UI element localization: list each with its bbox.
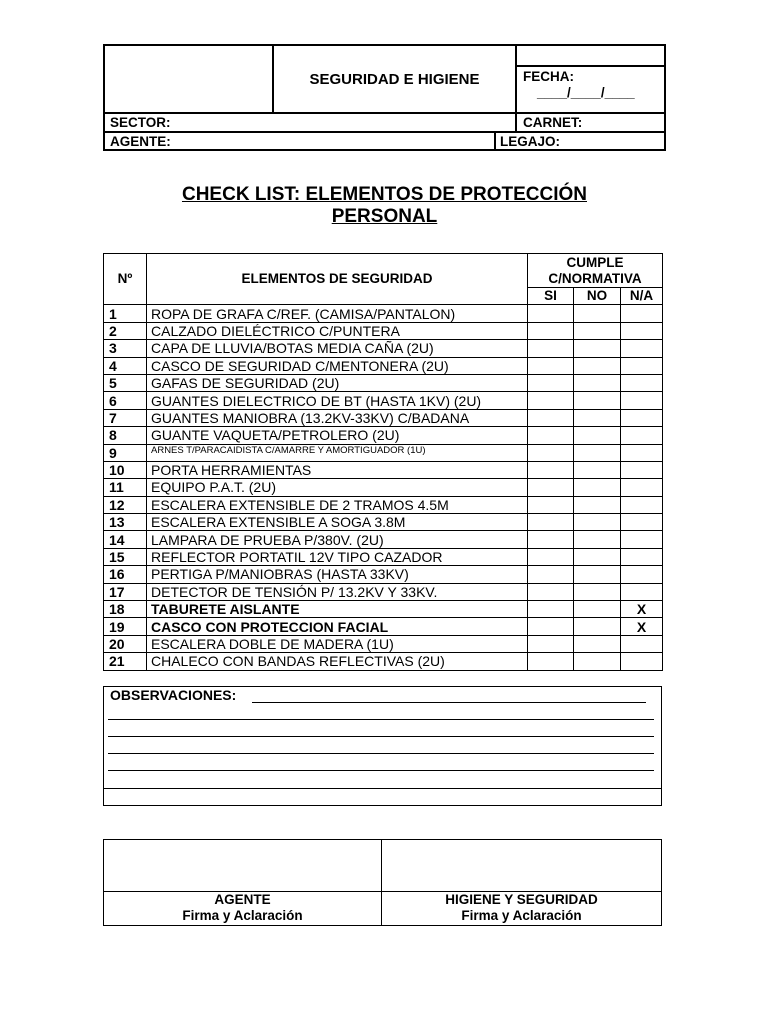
check-cell-no[interactable] <box>574 635 621 652</box>
row-number: 5 <box>104 374 147 391</box>
column-header-items: ELEMENTOS DE SEGURIDAD <box>147 254 528 305</box>
table-row <box>104 427 663 444</box>
row-number: 9 <box>104 444 147 461</box>
check-cell-si[interactable] <box>528 653 574 670</box>
row-number: 8 <box>104 427 147 444</box>
table-row <box>104 653 663 670</box>
check-cell-no[interactable] <box>574 340 621 357</box>
signature-higiene-sub: Firma y Aclaración <box>461 908 582 923</box>
checklist-body <box>104 305 663 670</box>
table-row <box>104 531 663 548</box>
signature-higiene[interactable] <box>382 892 661 924</box>
observations-line <box>108 736 654 737</box>
date-field[interactable] <box>517 67 664 112</box>
row-item: GUANTES MANIOBRA (13.2KV-33KV) C/BADANA <box>147 409 528 426</box>
check-cell-si[interactable] <box>528 601 574 618</box>
check-cell-si[interactable] <box>528 305 574 322</box>
observations-label: OBSERVACIONES: <box>110 687 237 703</box>
row-number: 2 <box>104 322 147 339</box>
form-header <box>103 44 666 151</box>
check-cell-na[interactable] <box>621 427 663 444</box>
table-row <box>104 618 663 635</box>
row-number: 11 <box>104 479 147 496</box>
check-cell-si[interactable] <box>528 392 574 409</box>
observations-line <box>252 702 646 703</box>
table-row <box>104 461 663 478</box>
check-cell-na[interactable] <box>621 461 663 478</box>
column-header-no: NO <box>574 288 621 305</box>
observations-line <box>108 770 654 771</box>
document-title-line1: CHECK LIST: ELEMENTOS DE PROTECCIÓN <box>181 184 587 205</box>
row-item: GAFAS DE SEGURIDAD (2U) <box>147 374 528 391</box>
check-cell-na[interactable]: X <box>621 601 663 618</box>
signature-higiene-title: HIGIENE Y SEGURIDAD <box>445 892 598 907</box>
agente-label: AGENTE: <box>110 134 171 149</box>
table-row <box>104 392 663 409</box>
carnet-label: CARNET: <box>523 115 583 130</box>
row-item: ESCALERA DOBLE DE MADERA (1U) <box>147 635 528 652</box>
row-number: 3 <box>104 340 147 357</box>
check-cell-na[interactable] <box>621 531 663 548</box>
check-cell-si[interactable] <box>528 409 574 426</box>
check-cell-na[interactable] <box>621 635 663 652</box>
check-cell-na[interactable] <box>621 496 663 513</box>
row-item: PERTIGA P/MANIOBRAS (HASTA 33KV) <box>147 566 528 583</box>
table-row <box>104 548 663 565</box>
row-number: 21 <box>104 653 147 670</box>
table-row <box>104 444 663 461</box>
row-number: 20 <box>104 635 147 652</box>
check-cell-no[interactable] <box>574 392 621 409</box>
check-cell-na[interactable]: X <box>621 618 663 635</box>
row-item: PORTA HERRAMIENTAS <box>147 461 528 478</box>
check-cell-no[interactable] <box>574 427 621 444</box>
check-cell-si[interactable] <box>528 635 574 652</box>
check-cell-no[interactable] <box>574 479 621 496</box>
check-cell-na[interactable] <box>621 305 663 322</box>
check-cell-na[interactable] <box>621 653 663 670</box>
check-cell-no[interactable] <box>574 514 621 531</box>
check-cell-si[interactable] <box>528 374 574 391</box>
signature-agente[interactable] <box>104 892 381 924</box>
row-item: GUANTES DIELECTRICO DE BT (HASTA 1KV) (2U) <box>147 392 528 409</box>
observations-line <box>108 719 654 720</box>
header-title: SEGURIDAD E HIGIENE <box>274 46 517 112</box>
check-cell-si[interactable] <box>528 618 574 635</box>
table-row <box>104 357 663 374</box>
check-cell-si[interactable] <box>528 461 574 478</box>
row-number: 13 <box>104 514 147 531</box>
row-item: ESCALERA EXTENSIBLE A SOGA 3.8M <box>147 514 528 531</box>
check-cell-no[interactable] <box>574 357 621 374</box>
check-cell-na[interactable] <box>621 340 663 357</box>
check-cell-na[interactable] <box>621 479 663 496</box>
check-cell-na[interactable] <box>621 514 663 531</box>
check-cell-si[interactable] <box>528 340 574 357</box>
row-number: 7 <box>104 409 147 426</box>
table-row <box>104 583 663 600</box>
row-number: 4 <box>104 357 147 374</box>
row-item: ESCALERA EXTENSIBLE DE 2 TRAMOS 4.5M <box>147 496 528 513</box>
date-label: FECHA: <box>523 69 574 84</box>
table-row <box>104 305 663 322</box>
logo-area <box>105 46 274 112</box>
legajo-field[interactable] <box>496 131 664 149</box>
row-item: CALZADO DIELÉCTRICO C/PUNTERA <box>147 322 528 339</box>
check-cell-no[interactable] <box>574 601 621 618</box>
column-header-si: SI <box>528 288 574 305</box>
agente-field[interactable] <box>105 131 496 149</box>
table-row <box>104 479 663 496</box>
check-cell-na[interactable] <box>621 548 663 565</box>
check-cell-no[interactable] <box>574 583 621 600</box>
check-cell-no[interactable] <box>574 409 621 426</box>
row-number: 14 <box>104 531 147 548</box>
check-cell-na[interactable] <box>621 322 663 339</box>
observations-divider <box>104 788 661 789</box>
table-row <box>104 601 663 618</box>
row-item: DETECTOR DE TENSIÓN P/ 13.2KV Y 33KV. <box>147 583 528 600</box>
row-item: ROPA DE GRAFA C/REF. (CAMISA/PANTALON) <box>147 305 528 322</box>
sector-label: SECTOR: <box>110 115 171 130</box>
carnet-field[interactable] <box>517 112 664 131</box>
check-cell-si[interactable] <box>528 514 574 531</box>
check-cell-si[interactable] <box>528 322 574 339</box>
check-cell-na[interactable] <box>621 409 663 426</box>
check-cell-no[interactable] <box>574 374 621 391</box>
document-title-line2: PERSONAL <box>331 206 438 227</box>
row-number: 16 <box>104 566 147 583</box>
row-item: CASCO DE SEGURIDAD C/MENTONERA (2U) <box>147 357 528 374</box>
row-item: LAMPARA DE PRUEBA P/380V. (2U) <box>147 531 528 548</box>
row-item: REFLECTOR PORTATIL 12V TIPO CAZADOR <box>147 548 528 565</box>
table-row <box>104 340 663 357</box>
column-header-na: N/A <box>621 288 663 305</box>
check-cell-si[interactable] <box>528 444 574 461</box>
table-row <box>104 322 663 339</box>
legajo-label: LEGAJO: <box>500 134 561 149</box>
row-item: GUANTE VAQUETA/PETROLERO (2U) <box>147 427 528 444</box>
check-cell-na[interactable] <box>621 357 663 374</box>
check-cell-no[interactable] <box>574 305 621 322</box>
row-item: TABURETE AISLANTE <box>147 601 528 618</box>
check-cell-no[interactable] <box>574 461 621 478</box>
check-cell-si[interactable] <box>528 427 574 444</box>
row-number: 6 <box>104 392 147 409</box>
check-cell-na[interactable] <box>621 566 663 583</box>
check-cell-si[interactable] <box>528 479 574 496</box>
check-cell-no[interactable] <box>574 496 621 513</box>
observations-line <box>108 753 654 754</box>
signature-box <box>103 839 662 926</box>
table-row <box>104 514 663 531</box>
check-cell-na[interactable] <box>621 583 663 600</box>
signature-agente-sub: Firma y Aclaración <box>182 908 303 923</box>
row-item: CAPA DE LLUVIA/BOTAS MEDIA CAÑA (2U) <box>147 340 528 357</box>
check-cell-no[interactable] <box>574 653 621 670</box>
check-cell-no[interactable] <box>574 531 621 548</box>
document-title <box>103 184 666 228</box>
row-item: CHALECO CON BANDAS REFLECTIVAS (2U) <box>147 653 528 670</box>
signature-agente-title: AGENTE <box>214 892 271 907</box>
row-number: 15 <box>104 548 147 565</box>
checklist-table <box>103 253 663 671</box>
check-cell-no[interactable] <box>574 618 621 635</box>
check-cell-si[interactable] <box>528 548 574 565</box>
check-cell-no[interactable] <box>574 548 621 565</box>
observations-box[interactable] <box>103 686 662 806</box>
row-number: 18 <box>104 601 147 618</box>
check-cell-si[interactable] <box>528 357 574 374</box>
check-cell-no[interactable] <box>574 566 621 583</box>
row-item: EQUIPO P.A.T. (2U) <box>147 479 528 496</box>
row-number: 17 <box>104 583 147 600</box>
table-row <box>104 496 663 513</box>
check-cell-si[interactable] <box>528 496 574 513</box>
table-row <box>104 635 663 652</box>
row-number: 12 <box>104 496 147 513</box>
table-row <box>104 374 663 391</box>
sector-field[interactable] <box>105 112 517 131</box>
column-header-number: Nº <box>104 254 147 305</box>
row-number: 10 <box>104 461 147 478</box>
table-row <box>104 566 663 583</box>
check-cell-na[interactable] <box>621 374 663 391</box>
check-cell-no[interactable] <box>574 444 621 461</box>
date-header-cell <box>517 46 664 67</box>
check-cell-si[interactable] <box>528 531 574 548</box>
check-cell-si[interactable] <box>528 583 574 600</box>
check-cell-no[interactable] <box>574 322 621 339</box>
check-cell-si[interactable] <box>528 566 574 583</box>
date-blank: ____/____/____ <box>537 85 635 100</box>
check-cell-na[interactable] <box>621 444 663 461</box>
table-row <box>104 409 663 426</box>
row-number: 19 <box>104 618 147 635</box>
check-cell-na[interactable] <box>621 392 663 409</box>
row-item: CASCO CON PROTECCION FACIAL <box>147 618 528 635</box>
column-header-cumple: CUMPLE C/NORMATIVA <box>528 254 663 288</box>
row-item: ARNES T/PARACAIDISTA C/AMARRE Y AMORTIGUADOR (1U) <box>147 444 528 461</box>
row-number: 1 <box>104 305 147 322</box>
